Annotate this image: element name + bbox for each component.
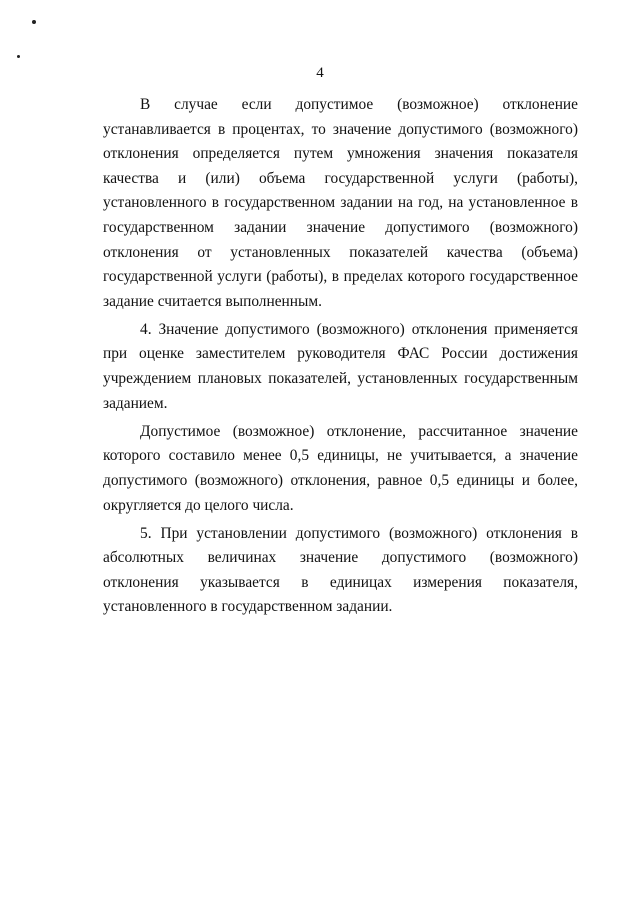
scan-mark bbox=[17, 55, 20, 58]
document-body bbox=[103, 93, 578, 620]
page-number: 4 bbox=[316, 65, 324, 81]
paragraph-rounding: Допустимое (возможное) отклонение, рассчитанное значение которого составило менее 0,5 единицы, не учитывается, а значение допустимого (возможного) отклонения, равное 0,5 единицы и более, округляется до целого числа. bbox=[103, 422, 578, 514]
paragraph-item-4: 4. Значение допустимого (возможного) отклонения применяется при оценке заместителем руководителя ФАС России достижения учреждением плановых показателей, установленных государственным заданием. bbox=[103, 320, 578, 412]
paragraph-item-5: 5. При установлении допустимого (возможного) отклонения в абсолютных величинах значение допустимого (возможного) отклонения указывается в единицах измерения показателя, установленного в государственном задании. bbox=[103, 524, 578, 616]
scan-mark bbox=[32, 20, 36, 24]
paragraph-deviation-percent: В случае если допустимое (возможное) отклонение устанавливается в процентах, то значение допустимого (возможного) отклонения определяется путем умножения значения показателя качества и (или) объема государственной услуги (работы), установленного в государственном задании на год, на установленное в государственном задании значение допустимого (возможного) отклонения от установленных показателей качества (объема) государственной услуги (работы), в пределах которого государственное задание считается выполненным. bbox=[103, 96, 578, 310]
